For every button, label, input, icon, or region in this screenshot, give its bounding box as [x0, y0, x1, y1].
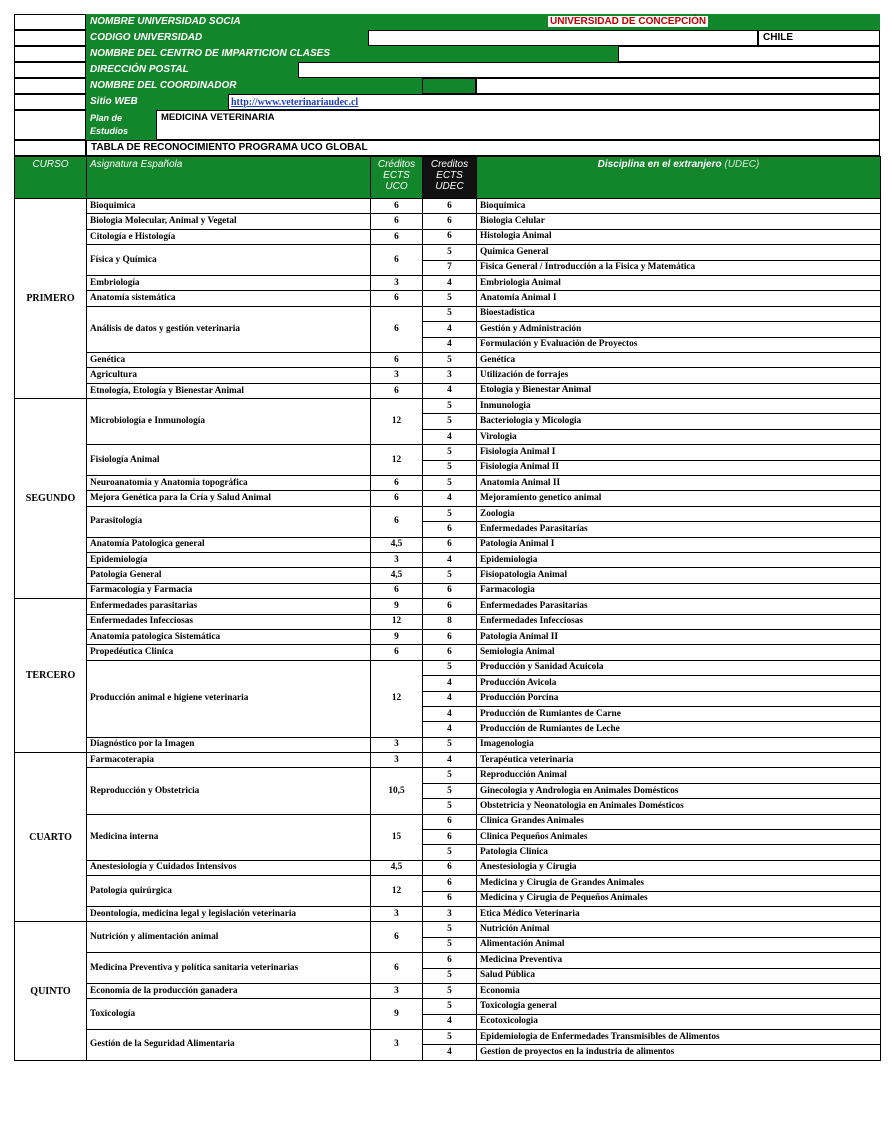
udec-credits: 5 — [423, 506, 477, 521]
uco-credits: 10,5 — [371, 768, 423, 814]
codigo-label: CODIGO UNIVERSIDAD — [86, 30, 368, 46]
uco-credits: 12 — [371, 445, 423, 476]
udec-credits: 6 — [423, 229, 477, 244]
table-row — [15, 876, 881, 891]
udec-credits: 5 — [423, 568, 477, 583]
udec-credits: 5 — [423, 414, 477, 429]
spanish-subject: Fisiología Animal — [87, 445, 371, 476]
recognition-table — [14, 156, 881, 1061]
uco-credits: 6 — [371, 306, 423, 352]
table-row — [15, 568, 881, 583]
foreign-discipline: Farmacologia — [477, 583, 881, 598]
foreign-discipline: Terapéutica veterinaria — [477, 753, 881, 768]
table-row — [15, 983, 881, 998]
foreign-discipline: Salud Pública — [477, 968, 881, 983]
uco-credits: 6 — [371, 506, 423, 537]
foreign-discipline: Anestesiologia y Cirugia — [477, 860, 881, 875]
table-row — [15, 583, 881, 598]
foreign-discipline: Patologia Animal II — [477, 629, 881, 644]
udec-credits: 5 — [423, 306, 477, 321]
year-label: CUARTO — [15, 753, 87, 922]
uco-credits: 6 — [371, 245, 423, 276]
recognition-form — [14, 14, 880, 1061]
spanish-subject: Reproducción y Obstetricia — [87, 768, 371, 814]
foreign-discipline: Etologia y Bienestar Animal — [477, 383, 881, 398]
foreign-discipline: Nutrición Animal — [477, 922, 881, 937]
uco-credits: 6 — [371, 476, 423, 491]
table-row — [15, 614, 881, 629]
col-asignatura: Asignatura Española — [87, 157, 371, 199]
udec-credits: 6 — [423, 629, 477, 644]
header-row-universidad — [14, 14, 880, 30]
table-row — [15, 645, 881, 660]
table-row — [15, 860, 881, 875]
foreign-discipline: Histologia Animal — [477, 229, 881, 244]
foreign-discipline: Enfermedades Parasitarias — [477, 599, 881, 614]
table-row — [15, 599, 881, 614]
foreign-discipline: Mejoramiento genetico animal — [477, 491, 881, 506]
spanish-subject: Farmacoterapia — [87, 753, 371, 768]
spanish-subject: Etnología, Etología y Bienestar Animal — [87, 383, 371, 398]
plan-value: MEDICINA VETERINARIA — [156, 110, 880, 140]
udec-credits: 6 — [423, 860, 477, 875]
table-row — [15, 1030, 881, 1045]
udec-credits: 4 — [423, 676, 477, 691]
udec-credits: 5 — [423, 937, 477, 952]
foreign-discipline: Semiologia Animal — [477, 645, 881, 660]
udec-credits: 6 — [423, 537, 477, 552]
foreign-discipline: Gestion de proyectos en la industria de alimentos — [477, 1045, 881, 1060]
table-row — [15, 368, 881, 383]
spanish-subject: Anatomia patologica Sistemática — [87, 629, 371, 644]
foreign-discipline: Fisiopatologia Animal — [477, 568, 881, 583]
uco-credits: 3 — [371, 1030, 423, 1061]
udec-credits: 6 — [423, 876, 477, 891]
year-label: PRIMERO — [15, 199, 87, 399]
foreign-discipline: Bioestadistica — [477, 306, 881, 321]
udec-credits: 7 — [423, 260, 477, 275]
foreign-discipline: Producción Porcina — [477, 691, 881, 706]
foreign-discipline: Bioquimica — [477, 199, 881, 214]
header-row-codigo — [14, 30, 880, 46]
foreign-discipline: Reproducción Animal — [477, 768, 881, 783]
udec-credits: 5 — [423, 445, 477, 460]
foreign-discipline: Enfermedades Parasitarias — [477, 522, 881, 537]
udec-credits: 4 — [423, 491, 477, 506]
uco-credits: 6 — [371, 291, 423, 306]
uco-credits: 3 — [371, 983, 423, 998]
spanish-subject: Biologia Molecular, Animal y Vegetal — [87, 214, 371, 229]
spanish-subject: Neuroanatomía y Anatomía topográfica — [87, 476, 371, 491]
spanish-subject: Economia de la producción ganadera — [87, 983, 371, 998]
header-row-plan — [14, 110, 880, 140]
spanish-subject: Agricultura — [87, 368, 371, 383]
universidad-socia-value: UNIVERSIDAD DE CONCEPCIÓN — [550, 16, 707, 27]
spanish-subject: Parasitología — [87, 506, 371, 537]
spanish-subject: Medicina interna — [87, 814, 371, 860]
table-row — [15, 476, 881, 491]
spanish-subject: Medicina Preventiva y política sanitaria veterinarias — [87, 953, 371, 984]
udec-credits: 4 — [423, 337, 477, 352]
table-row — [15, 768, 881, 783]
spanish-subject: Bioquimica — [87, 199, 371, 214]
spanish-subject: Enfermedades Infecciosas — [87, 614, 371, 629]
coordinador-label: NOMBRE DEL COORDINADOR — [86, 78, 422, 94]
header-row-title — [14, 140, 880, 156]
direccion-label: DIRECCIÓN POSTAL — [86, 62, 298, 78]
udec-credits: 6 — [423, 522, 477, 537]
udec-credits: 8 — [423, 614, 477, 629]
uco-credits: 6 — [371, 229, 423, 244]
table-row — [15, 506, 881, 521]
uco-credits: 3 — [371, 737, 423, 752]
table-row — [15, 445, 881, 460]
spanish-subject: Análisis de datos y gestión veterinaria — [87, 306, 371, 352]
udec-credits: 4 — [423, 429, 477, 444]
spanish-subject: Patología quirúrgica — [87, 876, 371, 907]
header-row-direccion — [14, 62, 880, 78]
spanish-subject: Citología e Histología — [87, 229, 371, 244]
udec-credits: 5 — [423, 660, 477, 675]
uco-credits: 12 — [371, 614, 423, 629]
foreign-discipline: Epidemiologia — [477, 552, 881, 567]
udec-credits: 5 — [423, 1030, 477, 1045]
uco-credits: 6 — [371, 214, 423, 229]
foreign-discipline: Obstetricia y Neonatologia en Animales Domésticos — [477, 799, 881, 814]
spanish-subject: Deontología, medicina legal y legislación veterinaria — [87, 906, 371, 921]
table-row — [15, 275, 881, 290]
udec-credits: 4 — [423, 322, 477, 337]
table-row — [15, 999, 881, 1014]
table-row — [15, 629, 881, 644]
udec-credits: 3 — [423, 368, 477, 383]
foreign-discipline: Quimica General — [477, 245, 881, 260]
uco-credits: 3 — [371, 275, 423, 290]
header-row-web — [14, 94, 880, 110]
foreign-discipline: Economia — [477, 983, 881, 998]
foreign-discipline: Genética — [477, 352, 881, 367]
udec-credits: 6 — [423, 830, 477, 845]
foreign-discipline: Anatomia Animal I — [477, 291, 881, 306]
foreign-discipline: Utilización de forrajes — [477, 368, 881, 383]
table-row — [15, 814, 881, 829]
foreign-discipline: Fisiologia Animal I — [477, 445, 881, 460]
codigo-field[interactable] — [368, 30, 758, 46]
uco-credits: 15 — [371, 814, 423, 860]
plan-label-2: Estudios — [90, 126, 129, 136]
uco-credits: 6 — [371, 645, 423, 660]
udec-credits: 5 — [423, 352, 477, 367]
uco-credits: 3 — [371, 906, 423, 921]
spanish-subject: Enfermedades parasitarias — [87, 599, 371, 614]
udec-credits: 5 — [423, 768, 477, 783]
spanish-subject: Anestesiología y Cuidados Intensivos — [87, 860, 371, 875]
udec-credits: 6 — [423, 645, 477, 660]
udec-credits: 3 — [423, 906, 477, 921]
foreign-discipline: Fisiologia Animal II — [477, 460, 881, 475]
uco-credits: 6 — [371, 953, 423, 984]
pais-value: CHILE — [758, 30, 880, 46]
spanish-subject: Anatomía Patologica general — [87, 537, 371, 552]
table-row — [15, 537, 881, 552]
header-row-centro — [14, 46, 880, 62]
year-label: TERCERO — [15, 599, 87, 753]
spanish-subject: Patologia General — [87, 568, 371, 583]
col-disciplina: Disciplina en el extranjero (UDEC) — [477, 157, 881, 199]
uco-credits: 3 — [371, 753, 423, 768]
udec-credits: 5 — [423, 291, 477, 306]
spanish-subject: Propedéutica Clinica — [87, 645, 371, 660]
web-label: Sitio WEB — [86, 94, 228, 110]
foreign-discipline: Ecotoxicologia — [477, 1014, 881, 1029]
uco-credits: 6 — [371, 583, 423, 598]
uco-credits: 4,5 — [371, 568, 423, 583]
spanish-subject: Epidemiología — [87, 552, 371, 567]
spanish-subject: Toxicología — [87, 999, 371, 1030]
foreign-discipline: Biologia Celular — [477, 214, 881, 229]
col-creditos-udec: Creditos ECTS UDEC — [423, 157, 477, 199]
uco-credits: 6 — [371, 352, 423, 367]
foreign-discipline: Medicina Preventiva — [477, 953, 881, 968]
uco-credits: 6 — [371, 922, 423, 953]
header-row-coordinador — [14, 78, 880, 94]
foreign-discipline: Virologia — [477, 429, 881, 444]
foreign-discipline: Medicina y Cirugia de Pequeños Animales — [477, 891, 881, 906]
uco-credits: 4,5 — [371, 537, 423, 552]
uco-credits: 9 — [371, 599, 423, 614]
table-row — [15, 753, 881, 768]
foreign-discipline: Producción y Sanidad Acuicola — [477, 660, 881, 675]
foreign-discipline: Etica Médico Veterinaria — [477, 906, 881, 921]
foreign-discipline: Inmunologia — [477, 399, 881, 414]
udec-credits: 5 — [423, 999, 477, 1014]
table-row — [15, 491, 881, 506]
udec-credits: 5 — [423, 460, 477, 475]
year-label: QUINTO — [15, 922, 87, 1061]
udec-credits: 5 — [423, 799, 477, 814]
foreign-discipline: Anatomia Animal II — [477, 476, 881, 491]
table-row — [15, 352, 881, 367]
foreign-discipline: Toxicologia general — [477, 999, 881, 1014]
udec-credits: 5 — [423, 399, 477, 414]
foreign-discipline: Producción de Rumiantes de Leche — [477, 722, 881, 737]
table-row — [15, 922, 881, 937]
spanish-subject: Mejora Genética para la Cría y Salud Animal — [87, 491, 371, 506]
col-curso: CURSO — [15, 157, 87, 199]
udec-credits: 5 — [423, 922, 477, 937]
uco-credits: 12 — [371, 876, 423, 907]
uco-credits: 3 — [371, 368, 423, 383]
udec-credits: 4 — [423, 1045, 477, 1060]
foreign-discipline: Fisica General / Introducción a la Fisica y Matemática — [477, 260, 881, 275]
foreign-discipline: Embriologia Animal — [477, 275, 881, 290]
udec-credits: 5 — [423, 245, 477, 260]
direccion-field[interactable] — [298, 62, 880, 78]
foreign-discipline: Epidemiologia de Enfermedades Transmisibles de Alimentos — [477, 1030, 881, 1045]
spanish-subject: Anatomía sistemática — [87, 291, 371, 306]
udec-credits: 4 — [423, 753, 477, 768]
spanish-subject: Diagnóstico por la Imagen — [87, 737, 371, 752]
uco-credits: 6 — [371, 383, 423, 398]
foreign-discipline: Medicina y Cirugia de Grandes Animales — [477, 876, 881, 891]
udec-credits: 5 — [423, 783, 477, 798]
udec-credits: 4 — [423, 383, 477, 398]
udec-credits: 4 — [423, 691, 477, 706]
foreign-discipline: Ginecologia y Andrologia en Animales Domésticos — [477, 783, 881, 798]
uco-credits: 6 — [371, 491, 423, 506]
uco-credits: 9 — [371, 629, 423, 644]
table-header-row — [15, 157, 881, 199]
foreign-discipline: Producción Avicola — [477, 676, 881, 691]
centro-label: NOMBRE DEL CENTRO DE IMPARTICION CLASES — [86, 46, 618, 62]
spanish-subject: Nutrición y alimentación animal — [87, 922, 371, 953]
foreign-discipline: Patologia Clinica — [477, 845, 881, 860]
coordinador-field[interactable] — [476, 78, 880, 94]
universidad-socia-label: NOMBRE UNIVERSIDAD SOCIA — [86, 14, 546, 30]
web-link[interactable]: http://www.veterinariaudec.cl — [231, 97, 359, 108]
foreign-discipline: Bacteriologia y Micologia — [477, 414, 881, 429]
table-row — [15, 245, 881, 260]
spanish-subject: Embriología — [87, 275, 371, 290]
table-row — [15, 399, 881, 414]
udec-credits: 5 — [423, 737, 477, 752]
udec-credits: 4 — [423, 1014, 477, 1029]
table-row — [15, 199, 881, 214]
foreign-discipline: Formulación y Evaluación de Proyectos — [477, 337, 881, 352]
udec-credits: 5 — [423, 983, 477, 998]
foreign-discipline: Gestión y Administración — [477, 322, 881, 337]
udec-credits: 5 — [423, 845, 477, 860]
spanish-subject: Producción animal e higiene veterinaria — [87, 660, 371, 737]
foreign-discipline: Clinica Grandes Animales — [477, 814, 881, 829]
uco-credits: 12 — [371, 399, 423, 445]
table-row — [15, 214, 881, 229]
foreign-discipline: Zoologia — [477, 506, 881, 521]
plan-label-1: Plan de — [90, 113, 123, 123]
spanish-subject: Gestión de la Seguridad Alimentaria — [87, 1030, 371, 1061]
spanish-subject: Física y Química — [87, 245, 371, 276]
table-row — [15, 306, 881, 321]
udec-credits: 6 — [423, 953, 477, 968]
uco-credits: 3 — [371, 552, 423, 567]
table-row — [15, 660, 881, 675]
udec-credits: 6 — [423, 891, 477, 906]
spanish-subject: Microbiología e Inmunología — [87, 399, 371, 445]
foreign-discipline: Enfermedades Infecciosas — [477, 614, 881, 629]
uco-credits: 4,5 — [371, 860, 423, 875]
udec-credits: 4 — [423, 552, 477, 567]
foreign-discipline: Producción de Rumiantes de Carne — [477, 706, 881, 721]
spanish-subject: Farmacología y Farmacia — [87, 583, 371, 598]
foreign-discipline: Clinica Pequeños Animales — [477, 830, 881, 845]
uco-credits: 9 — [371, 999, 423, 1030]
foreign-discipline: Patologia Animal I — [477, 537, 881, 552]
table-row — [15, 552, 881, 567]
spanish-subject: Genética — [87, 352, 371, 367]
udec-credits: 6 — [423, 214, 477, 229]
udec-credits: 4 — [423, 722, 477, 737]
udec-credits: 6 — [423, 583, 477, 598]
udec-credits: 6 — [423, 814, 477, 829]
uco-credits: 6 — [371, 199, 423, 214]
centro-field[interactable] — [618, 46, 880, 62]
udec-credits: 4 — [423, 275, 477, 290]
uco-credits: 12 — [371, 660, 423, 737]
year-label: SEGUNDO — [15, 399, 87, 599]
table-row — [15, 906, 881, 921]
table-row — [15, 291, 881, 306]
table-title: TABLA DE RECONOCIMIENTO PROGRAMA UCO GLOBAL — [86, 140, 880, 156]
col-creditos-uco: Créditos ECTS UCO — [371, 157, 423, 199]
table-row — [15, 953, 881, 968]
foreign-discipline: Imagenologia — [477, 737, 881, 752]
udec-credits: 5 — [423, 968, 477, 983]
table-row — [15, 737, 881, 752]
udec-credits: 5 — [423, 476, 477, 491]
udec-credits: 6 — [423, 599, 477, 614]
udec-credits: 6 — [423, 199, 477, 214]
udec-credits: 4 — [423, 706, 477, 721]
foreign-discipline: Alimentación Animal — [477, 937, 881, 952]
